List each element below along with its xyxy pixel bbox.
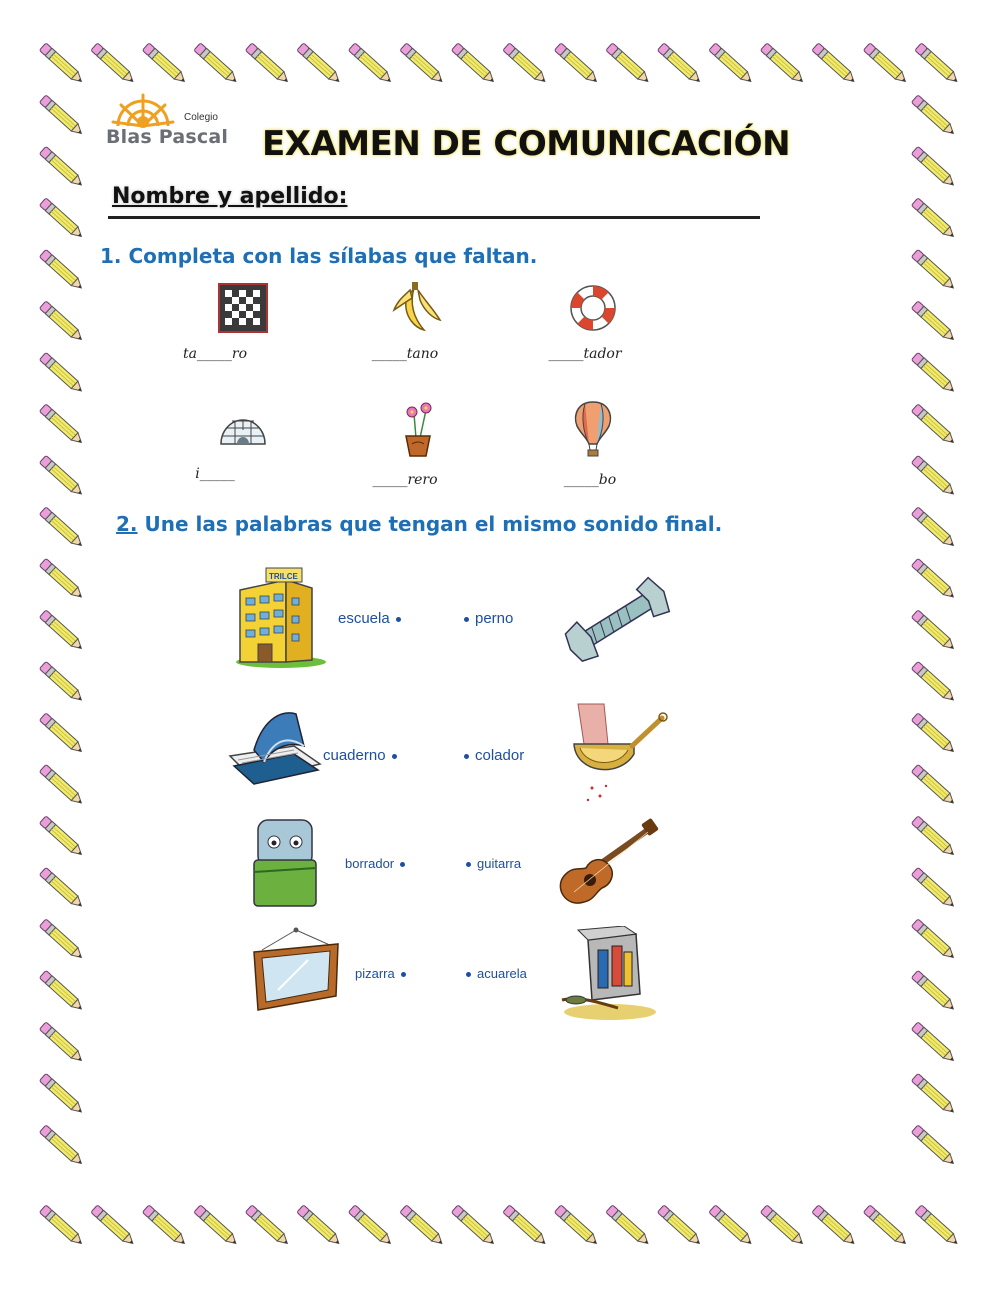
- syllable-word: _____tador: [548, 346, 622, 362]
- pencil-icon: [400, 1205, 445, 1247]
- paint-box-icon: [558, 926, 662, 1022]
- pencil-icon: [348, 43, 393, 85]
- notebook-icon: [224, 706, 328, 788]
- lifebuoy-icon: [565, 280, 621, 336]
- pencil-icon: [911, 713, 956, 755]
- pencil-icon: [39, 249, 84, 291]
- pencil-icon: [194, 1205, 239, 1247]
- pencil-icon: [863, 1205, 908, 1247]
- question-2-heading: [116, 512, 722, 536]
- right-word-guitarra[interactable]: guitarra: [460, 856, 521, 871]
- pencil-icon: [863, 43, 908, 85]
- checkerboard-icon: [215, 280, 271, 336]
- igloo-icon: [215, 400, 271, 456]
- pencil-icon: [39, 970, 84, 1012]
- guitar-icon: [550, 818, 662, 910]
- school-building-icon: [226, 564, 326, 668]
- syllable-item-checkerboard: [165, 280, 315, 380]
- pencil-icon: [606, 43, 651, 85]
- pencil-icon: [400, 43, 445, 85]
- syllable-item-igloo: [165, 400, 315, 500]
- pencil-icon: [194, 43, 239, 85]
- page-title: EXAMEN DE COMUNICACIÓN: [262, 124, 791, 164]
- pencil-icon: [39, 301, 84, 343]
- pencil-icon: [503, 43, 548, 85]
- left-word-escuela[interactable]: escuela: [338, 610, 407, 627]
- name-field[interactable]: [108, 182, 760, 219]
- pencil-icon: [657, 43, 702, 85]
- question-2-number: 2.: [116, 512, 138, 536]
- pencil-icon: [911, 970, 956, 1012]
- syllable-item-banana: [340, 280, 490, 380]
- syllable-word: ta_____ro: [182, 346, 248, 362]
- syllable-item-lifebuoy: [515, 280, 665, 380]
- question-2-text: Une las palabras que tengan el mismo sonido final.: [137, 512, 723, 536]
- pencil-icon: [245, 43, 290, 85]
- pencil-icon: [911, 661, 956, 703]
- pencil-icon: [142, 1205, 187, 1247]
- pencil-icon: [39, 43, 84, 85]
- left-word-pizarra[interactable]: pizarra: [355, 966, 412, 981]
- pencil-icon: [39, 764, 84, 806]
- match-dot[interactable]: [464, 617, 469, 622]
- pencil-icon: [911, 95, 956, 137]
- chalkboard-icon: [248, 926, 344, 1018]
- syllable-word: _____tano: [371, 346, 439, 362]
- pencil-icon: [451, 43, 496, 85]
- pencil-icon: [91, 43, 136, 85]
- eraser-icon: [250, 816, 332, 910]
- pencil-icon: [911, 249, 956, 291]
- pencil-icon: [709, 43, 754, 85]
- pencil-icon: [915, 1205, 960, 1247]
- pencil-icon: [142, 43, 187, 85]
- pencil-icon: [39, 1022, 84, 1064]
- pencil-icon: [911, 816, 956, 858]
- left-word-borrador[interactable]: borrador: [345, 856, 411, 871]
- pencil-icon: [911, 764, 956, 806]
- pencil-icon: [39, 713, 84, 755]
- pencil-icon: [911, 301, 956, 343]
- pencil-icon: [760, 43, 805, 85]
- pencil-icon: [911, 146, 956, 188]
- match-dot[interactable]: [464, 754, 469, 759]
- pencil-icon: [39, 1125, 84, 1167]
- pencil-icon: [297, 1205, 342, 1247]
- pencil-icon: [911, 610, 956, 652]
- pencil-icon: [709, 1205, 754, 1247]
- syllable-item-balloon: [515, 398, 665, 498]
- pencil-icon: [606, 1205, 651, 1247]
- left-word-cuaderno[interactable]: cuaderno: [323, 747, 403, 764]
- pencil-icon: [39, 558, 84, 600]
- pencil-icon: [348, 1205, 393, 1247]
- pencil-icon: [39, 404, 84, 446]
- pencil-icon: [297, 43, 342, 85]
- pencil-icon: [911, 1125, 956, 1167]
- pencil-icon: [39, 867, 84, 909]
- pencil-icon: [911, 455, 956, 497]
- pencil-icon: [91, 1205, 136, 1247]
- right-word-acuarela[interactable]: acuarela: [460, 966, 527, 981]
- banana-icon: [390, 280, 446, 336]
- question-1-heading: 1. Completa con las sílabas que faltan.: [100, 244, 538, 268]
- pencil-icon: [911, 507, 956, 549]
- pencil-icon: [911, 867, 956, 909]
- pencil-icon: [39, 95, 84, 137]
- pencil-icon: [911, 352, 956, 394]
- pencil-icon: [39, 1073, 84, 1115]
- pencil-icon: [554, 1205, 599, 1247]
- pencil-icon: [39, 198, 84, 240]
- pencil-icon: [911, 558, 956, 600]
- logo-main-text: Blas Pascal: [106, 126, 229, 148]
- syllable-word: _____bo: [563, 472, 617, 488]
- pencil-icon: [39, 1205, 84, 1247]
- pencil-icon: [39, 507, 84, 549]
- flowerpot-icon: [390, 400, 446, 460]
- match-dot[interactable]: [392, 754, 397, 759]
- pencil-icon: [39, 816, 84, 858]
- pencil-icon: [554, 43, 599, 85]
- pencil-icon: [911, 404, 956, 446]
- pencil-icon: [911, 919, 956, 961]
- pencil-icon: [911, 198, 956, 240]
- syllable-word: _____rero: [372, 472, 438, 488]
- pencil-icon: [911, 1022, 956, 1064]
- strainer-icon: [570, 700, 670, 806]
- matching-exercise: [220, 560, 690, 1030]
- hot-air-balloon-icon: [565, 398, 621, 460]
- pencil-icon: [39, 455, 84, 497]
- pencil-icon: [503, 1205, 548, 1247]
- pencil-icon: [657, 1205, 702, 1247]
- bolt-icon: [562, 570, 674, 670]
- right-word-perno[interactable]: perno: [458, 610, 513, 627]
- name-label: Nombre y apellido:: [112, 184, 348, 209]
- syllable-grid: [165, 280, 665, 500]
- school-logo: [104, 92, 244, 152]
- match-dot[interactable]: [466, 862, 471, 867]
- pencil-icon: [812, 43, 857, 85]
- right-word-colador[interactable]: colador: [458, 747, 524, 764]
- ship-wheel-icon: [108, 92, 178, 128]
- match-dot[interactable]: [396, 617, 401, 622]
- syllable-item-flowerpot: [340, 400, 490, 500]
- pencil-icon: [760, 1205, 805, 1247]
- match-dot[interactable]: [400, 862, 405, 867]
- pencil-icon: [39, 352, 84, 394]
- syllable-word: i_____: [195, 466, 235, 482]
- pencil-icon: [39, 919, 84, 961]
- pencil-icon: [39, 661, 84, 703]
- match-dot[interactable]: [466, 972, 471, 977]
- building-sign-text: TRILCE: [269, 572, 298, 581]
- pencil-icon: [451, 1205, 496, 1247]
- pencil-icon: [812, 1205, 857, 1247]
- logo-small-text: Colegio: [184, 112, 218, 123]
- pencil-icon: [915, 43, 960, 85]
- match-dot[interactable]: [401, 972, 406, 977]
- pencil-icon: [39, 146, 84, 188]
- pencil-icon: [39, 610, 84, 652]
- pencil-icon: [245, 1205, 290, 1247]
- pencil-icon: [911, 1073, 956, 1115]
